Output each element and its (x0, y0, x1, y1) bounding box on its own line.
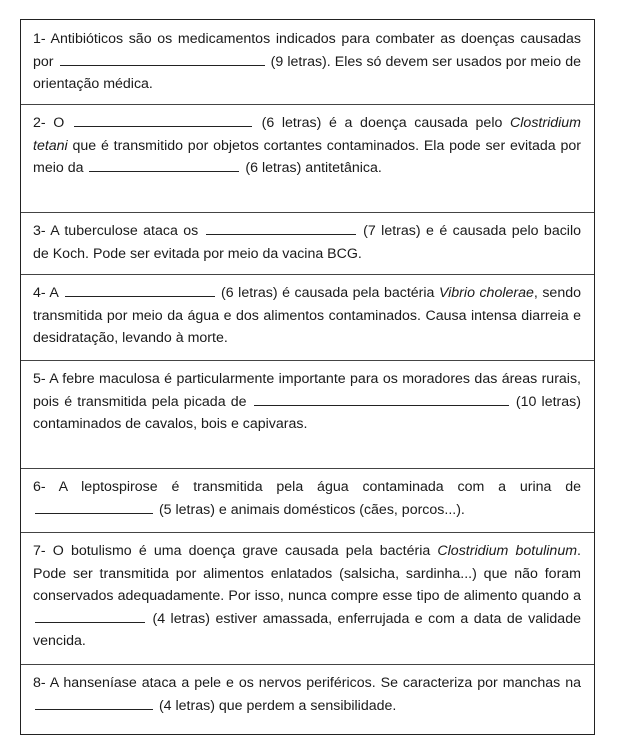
answer-blank-7[interactable] (35, 608, 145, 623)
answer-blank-5[interactable] (254, 391, 509, 406)
question-5-text-b: (10 letras) contaminados de cavalos, bois e capivaras. (33, 393, 581, 433)
question-4-text-a: 4- A (33, 285, 59, 301)
question-5 (33, 368, 581, 436)
question-4-text-d: , sendo transmitida por meio da água e dos alimentos contaminados. Causa intensa diarreia e desidratação, levando à morte. (33, 285, 581, 347)
question-2-text-b: (6 letras) é a doença causada pelo (261, 115, 503, 131)
separator-line (21, 532, 594, 533)
question-7 (33, 540, 581, 653)
question-1 (33, 28, 581, 96)
separator-line (21, 468, 594, 469)
question-7-text-c: . Pode ser transmitida por alimentos enlatados (salsicha, sardinha...) que não foram conservados adequadamente. Por isso, nunca compre esse tipo de alimento quando a (33, 543, 581, 605)
answer-blank-3[interactable] (206, 220, 356, 235)
question-8 (33, 672, 581, 717)
question-3-text-a: 3- A tuberculose ataca os (33, 223, 199, 239)
question-7-text-a: 7- O botulismo é uma doença grave causada pela bactéria (33, 543, 431, 559)
question-8-text-a: 8- A hanseníase ataca a pele e os nervos periféricos. Se caracteriza por manchas na (33, 675, 581, 691)
separator-line (21, 104, 594, 105)
answer-blank-8[interactable] (35, 695, 153, 710)
separator-line (21, 212, 594, 213)
question-4-species: Vibrio cholerae (438, 285, 534, 301)
question-2 (33, 112, 581, 180)
separator-line (21, 360, 594, 361)
question-6 (33, 476, 581, 521)
question-1-text-b: (9 letras). Eles só devem ser usados por meio de orientação médica. (33, 53, 581, 93)
answer-blank-4[interactable] (65, 282, 215, 297)
answer-blank-1[interactable] (60, 51, 265, 66)
question-7-species: Clostridium botulinum (437, 543, 578, 559)
question-2-text-a: 2- O (33, 115, 65, 131)
answer-blank-2b[interactable] (89, 157, 239, 172)
question-2-species: Clostridium tetani (33, 115, 581, 154)
question-2-text-d: que é transmitido por objetos cortantes contaminados. Ela pode ser evitada por meio da (33, 137, 581, 177)
separator-line (21, 664, 594, 665)
question-5-text-a: 5- A febre maculosa é particularmente importante para os moradores das áreas rurais, pois é transmitida pela picada de (33, 371, 581, 410)
question-8-text-b: (4 letras) que perdem a sensibilidade. (158, 697, 397, 714)
separator-line (21, 274, 594, 275)
question-6-text-b: (5 letras) e animais domésticos (cães, porcos...). (158, 501, 465, 518)
worksheet-frame (20, 19, 595, 735)
question-3 (33, 220, 581, 265)
question-1-text-a: 1- Antibióticos são os medicamentos indicados para combater as doenças causadas por (33, 31, 581, 70)
question-4 (33, 282, 581, 350)
answer-blank-2a[interactable] (74, 112, 252, 127)
question-3-text-b: (7 letras) e é causada pelo bacilo de Koch. Pode ser evitada por meio da vacina BCG. (33, 223, 582, 262)
question-6-text-a: 6- A leptospirose é transmitida pela água contaminada com a urina de (33, 479, 581, 495)
question-2-text-e: (6 letras) antitetânica. (245, 160, 382, 177)
answer-blank-6[interactable] (35, 499, 153, 514)
question-7-text-d: (4 letras) estiver amassada, enferrujada e com a data de validade vencida. (33, 610, 581, 650)
question-4-text-b: (6 letras) é causada pela bactéria (221, 285, 435, 301)
